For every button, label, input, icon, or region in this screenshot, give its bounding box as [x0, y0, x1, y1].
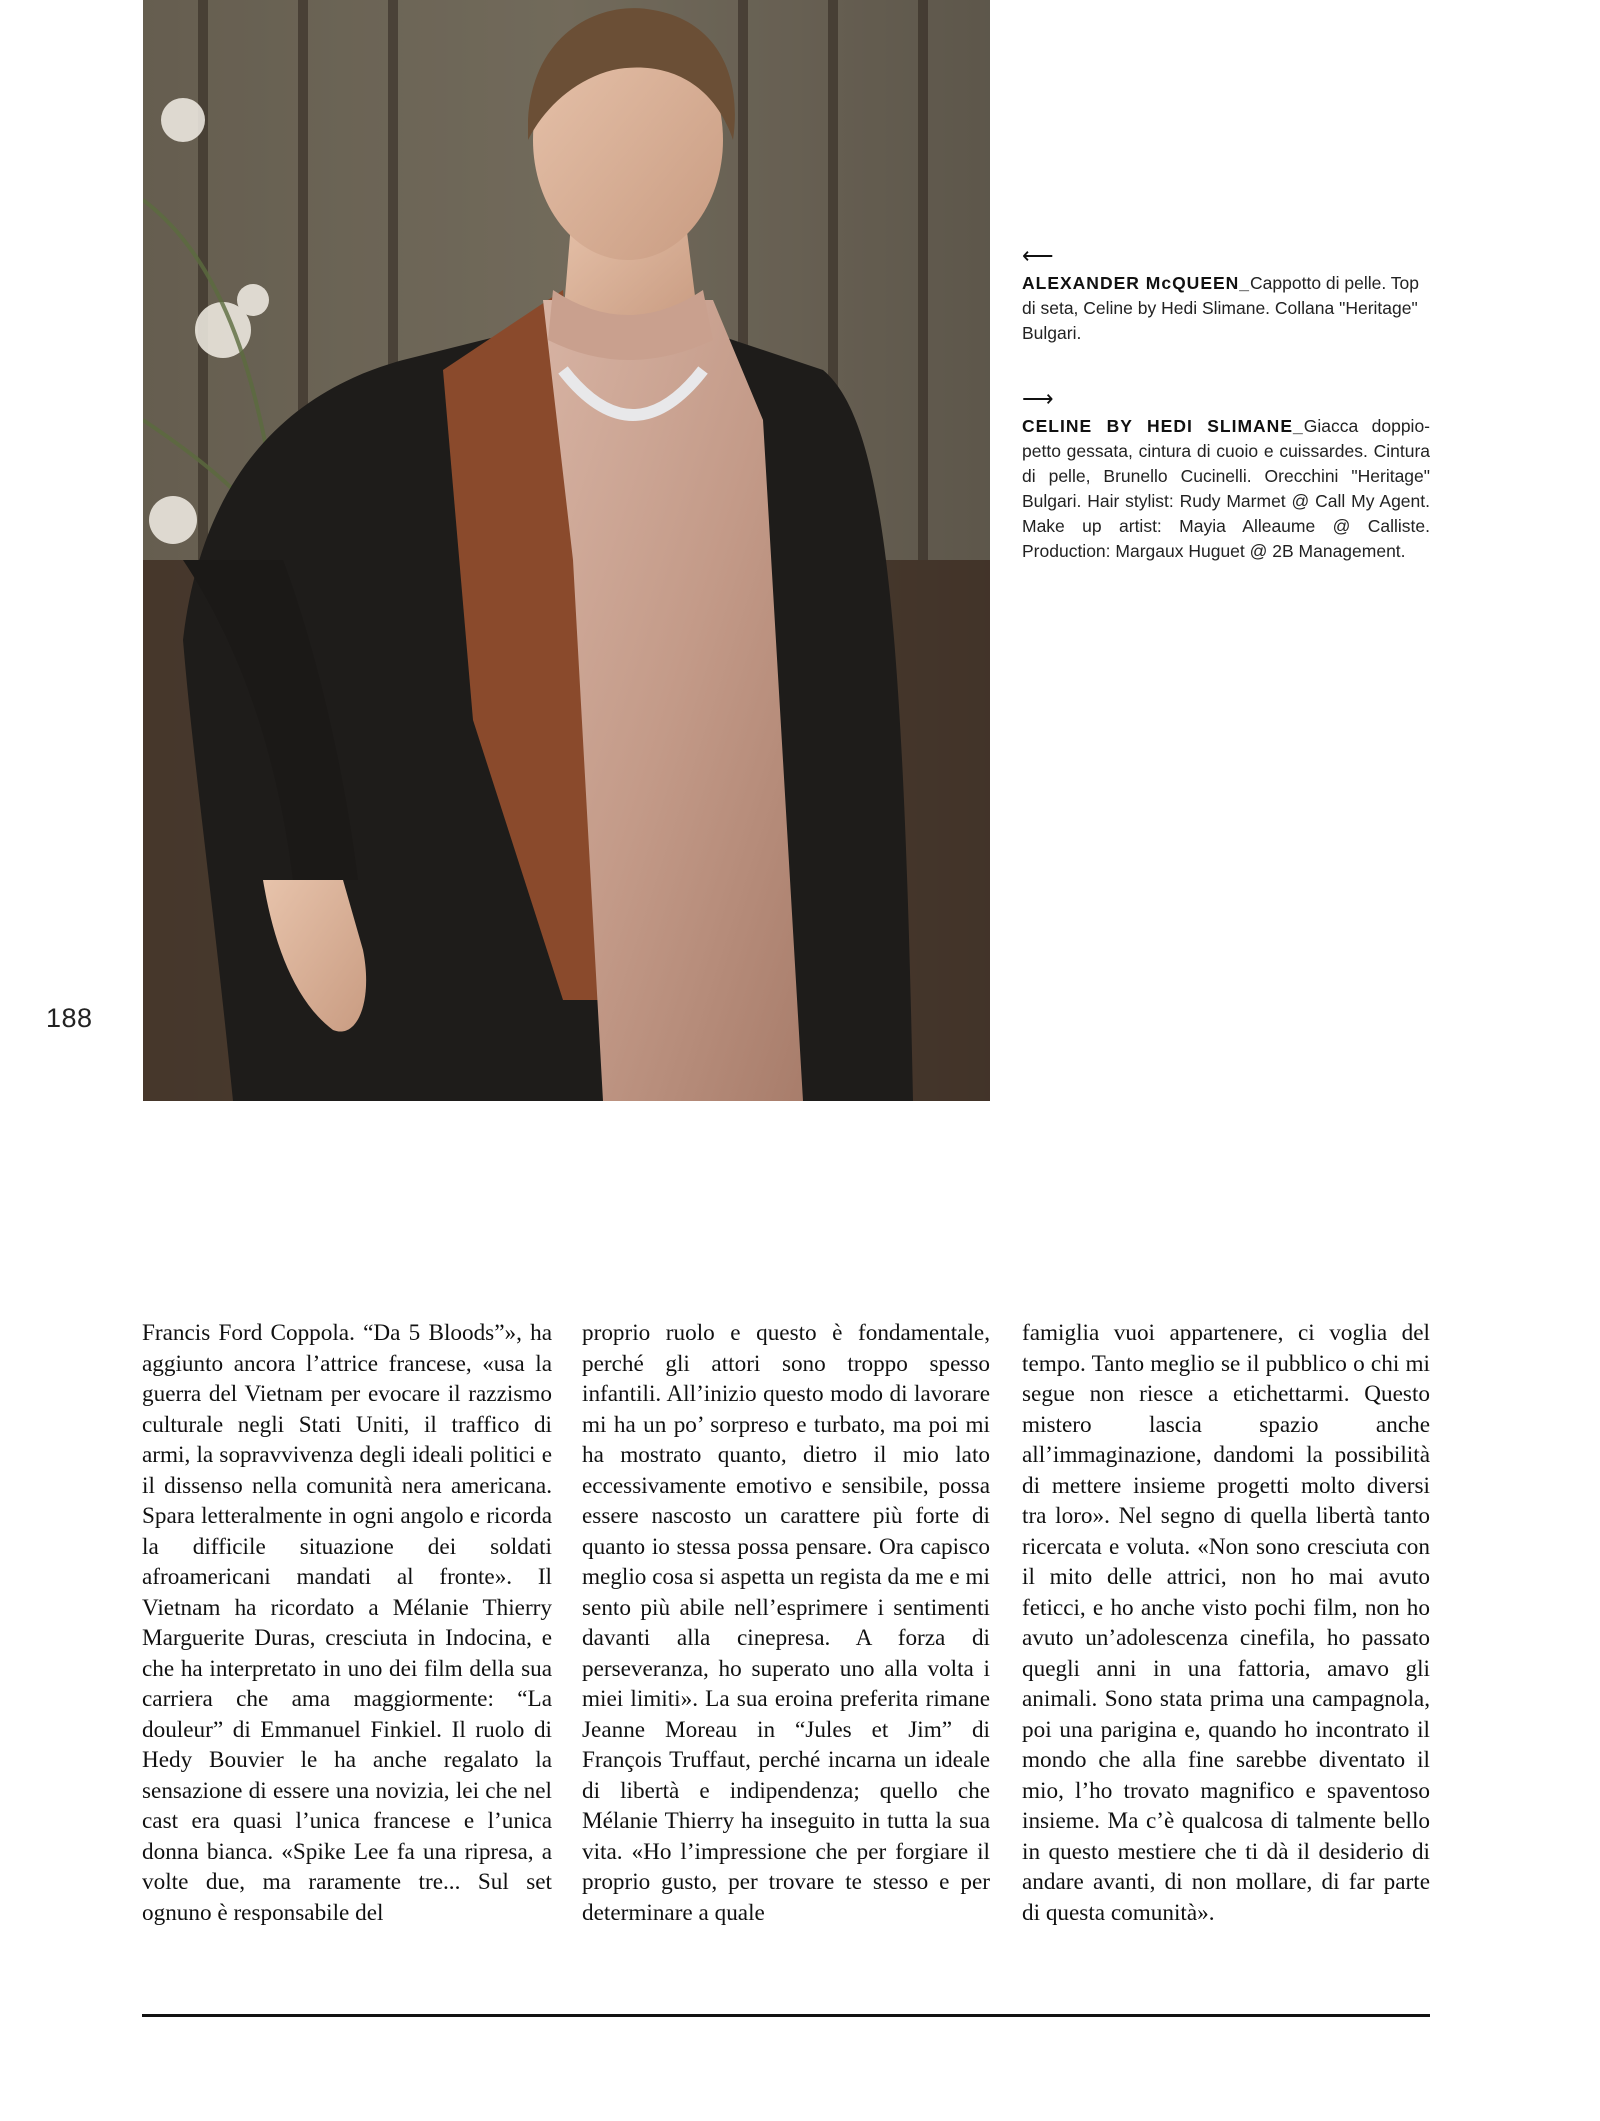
- page-number: 188: [46, 1003, 93, 1033]
- left-arrow-icon: ⟵: [1022, 243, 1054, 268]
- caption-brand: CELINE BY HEDI SLIMANE_: [1022, 416, 1304, 436]
- photo-caption-left: [1022, 245, 1430, 346]
- bottom-divider: [142, 2014, 1430, 2017]
- editorial-photo: [143, 0, 990, 1101]
- caption-brand: ALEXANDER McQUEEN_: [1022, 273, 1251, 293]
- article-column-2: proprio ruolo e questo è fondamentale, perché gli attori sono troppo spesso infantili. All’inizio questo modo di lavorare mi ha un po’ sorpreso e turbato, ma poi mi ha mostrato quanto, dietro il mio lato eccessivamente emotivo e sensibile, possa essere nascosto un carattere più forte di quanto io stessa possa pensare. Ora capisco meglio cosa si aspetta un regista da me e mi sento più abile nell’esprimere i sentimenti davanti alla cinepresa. A forza di perseveranza, ho superato uno alla volta i miei limiti». La sua eroina preferita rimane Jeanne Moreau in “Jules et Jim” di François Truffaut, perché incarna un ideale di libertà e indipendenza; quello che Mélanie Thierry ha inseguito in tutta la sua vita. «Ho l’impressione che per forgiare il proprio gusto, per trovare te stesso e per determinare a quale: [582, 1320, 990, 1926]
- caption-text: Giacca doppio-petto gessata, cintura di cuoio e cuissardes. Cintura di pelle, Brunello Cucinelli. Orecchini "Heritage" Bulgari. Hair stylist: Rudy Marmet @ Call My Agent. Make up artist: Mayia Alleaume @ Calliste. Production: Margaux Huguet @ 2B Management.: [1022, 416, 1430, 561]
- caption-text: Cappotto di pelle. Top di seta, Celine by Hedi Slimane. Collana "Heritage" Bulgari.: [1022, 273, 1420, 343]
- article-column-3: famiglia vuoi appartenere, ci voglia del tempo. Tanto meglio se il pubblico o chi mi segue non riesce a etichettarmi. Questo mistero lascia spazio anche all’immaginazione, dandomi la possibilità di mettere insieme progetti molto diversi tra loro». Nel segno di quella libertà tanto ricercata e voluta. «Non sono cresciuta con il mito delle attrici, non ho mai avuto feticci, e ho anche visto pochi film, non ho avuto un’adolescenza cinefila, ho passato quegli anni in una fattoria, amavo gli animali. Sono stata prima una campagnola, poi una parigina e, quando ho incontrato il mondo che alla fine sarebbe diventato il mio, l’ho trovato magnifico e spaventoso insieme. Ma c’è qualcosa di talmente bello in questo mestiere che ti dà il desiderio di andare avanti, di non mollare, di far parte di questa comunità».: [1022, 1320, 1430, 1926]
- article-column-1: Francis Ford Coppola. “Da 5 Bloods”», ha aggiunto ancora l’attrice francese, «usa la guerra del Vietnam per evocare il razzismo culturale negli Stati Uniti, il traffico di armi, la sopravvivenza degli ideali politici e il dissenso nella comunità nera americana. Spara letteralmente in ogni angolo e ricorda la difficile situazione dei soldati afroamericani mandati al fronte». Il Vietnam ha ricordato a Mélanie Thierry Marguerite Duras, cresciuta in Indocina, e che ha interpretato in uno dei film della sua carriera che ama maggiormente: “La douleur” di Emmanuel Finkiel. Il ruolo di Hedy Bouvier le ha anche regalato la sensazione di essere una novizia, lei che nel cast era quasi l’unica francese e l’unica donna bianca. «Spike Lee fa una ripresa, a volte due, ma raramente tre... Sul set ognuno è responsabile del: [142, 1320, 552, 1926]
- photo-caption-right: [1022, 388, 1430, 564]
- portrait-illustration: [143, 0, 990, 1101]
- right-arrow-icon: ⟶: [1022, 386, 1054, 411]
